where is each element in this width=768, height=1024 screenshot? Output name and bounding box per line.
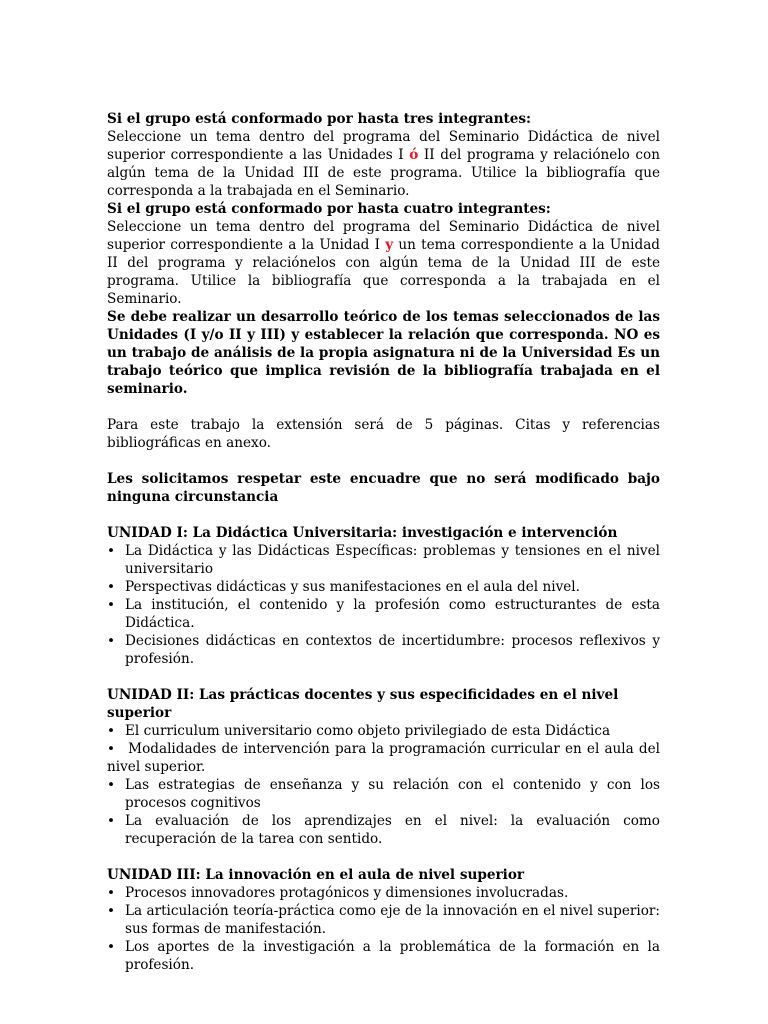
section-body-three-members [107, 128, 660, 200]
body-text: Seleccione un tema dentro del programa del Seminario Didáctica de nivel superior correspondiente a las Unidades I [107, 129, 660, 163]
body-text: II del programa y relaciónelo con algún tema de la Unidad III de este programa. Utilice la bibliografía que corresponda a la trabajada en el Seminario. [107, 147, 660, 199]
extension-note: Para este trabajo la extensión será de 5 páginas. Citas y referencias bibliográficas en anexo. [107, 417, 660, 451]
unit-2-list [107, 722, 660, 848]
document-page [107, 110, 660, 974]
list-item: • Decisiones didácticas en contextos de incertidumbre: procesos reflexivos y profesión. [107, 632, 660, 668]
section-body-four-members [107, 218, 660, 308]
unit-3-list [107, 884, 660, 974]
list-item: • La institución, el contenido y la profesión como estructurantes de esta Didáctica. [107, 596, 660, 632]
list-item: • El curriculum universitario como objeto privilegiado de esta Didáctica [107, 722, 660, 740]
body-text: Seleccione un tema dentro del programa del Seminario Didáctica de nivel superior correspondiente a la Unidad I [107, 219, 660, 253]
request-note: Les solicitamos respetar este encuadre que no será modificado bajo ninguna circunstancia [107, 471, 660, 505]
section-heading-three-members: Si el grupo está conformado por hasta tres integrantes: [107, 111, 532, 127]
list-item: • La articulación teoría-práctica como eje de la innovación en el nivel superior: sus formas de manifestación. [107, 902, 660, 938]
section-heading-four-members: Si el grupo está conformado por hasta cuatro integrantes: [107, 201, 551, 217]
connector-highlight: y [385, 237, 394, 253]
list-item: • Modalidades de intervención para la programación curricular en el aula del nivel superior. [107, 740, 660, 776]
list-item: • La Didáctica y las Didácticas Específicas: problemas y tensiones en el nivel universitario [107, 542, 660, 578]
unit-3-title: UNIDAD III: La innovación en el aula de nivel superior [107, 867, 525, 883]
theoretical-note: Se debe realizar un desarrollo teórico de los temas seleccionados de las Unidades (I y/o II y III) y establecer la relación que corresponda. NO es un trabajo de análisis de la propia asignatura ni de la Universidad Es un trabajo teórico que implica revisión de la bibliografía trabajada en el seminario. [107, 309, 660, 397]
unit-2-title: UNIDAD II: Las prácticas docentes y sus especificidades en el nivel superior [107, 687, 619, 721]
list-item: • Las estrategias de enseñanza y su relación con el contenido y con los procesos cognitivos [107, 776, 660, 812]
connector-highlight: ó [409, 147, 419, 163]
unit-1-title: UNIDAD I: La Didáctica Universitaria: investigación e intervención [107, 525, 618, 541]
list-item: • La evaluación de los aprendizajes en el nivel: la evaluación como recuperación de la tarea con sentido. [107, 812, 660, 848]
unit-1-list [107, 542, 660, 668]
body-text: un tema correspondiente a la Unidad II del programa y relaciónelos con algún tema de la Unidad III de este programa. Utilice la bibliografía que corresponda a la trabajada en el Seminario. [107, 237, 660, 307]
list-item: • Perspectivas didácticas y sus manifestaciones en el aula del nivel. [107, 578, 660, 596]
list-item: • Procesos innovadores protagónicos y dimensiones involucradas. [107, 884, 660, 902]
list-item: • Los aportes de la investigación a la problemática de la formación en la profesión. [107, 938, 660, 974]
